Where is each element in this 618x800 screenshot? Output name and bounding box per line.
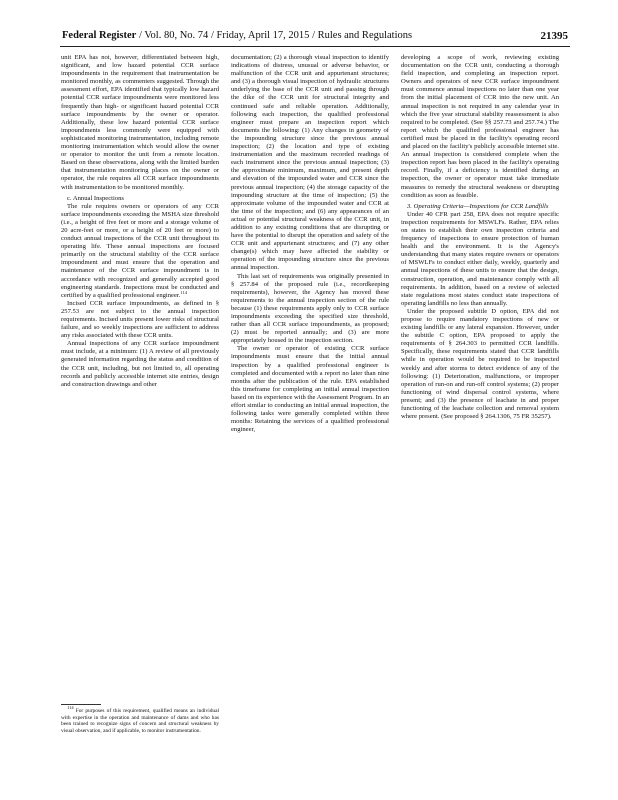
section-heading xyxy=(401,203,559,211)
footnote-text xyxy=(61,705,219,734)
paragraph: Incised CCR surface impoundments, as defined in § 257.53 are not subject to the annual inspection requirements. Incised units present lower risks of structural failure, and so weekly inspections are sufficient to address any risks associated with these CCR units. xyxy=(61,299,219,340)
paragraph: Under 40 CFR part 258, EPA does not require specific inspection requirements for MSWLFs. Rather, EPA relies on states to establish their own inspection criteria and frequency of inspections to ensure protection of human health and the environment. It is the Agency's understanding that many states require owners or operators of MSWLFs to conduct either daily, weekly, quarterly and annual inspections of these units to ensure that the design, construction, operation, and maintenance comply with all requirements. In addition, based on a review of selected state regulations most states conduct state inspections of operating landfills no less than annually. xyxy=(401,210,559,307)
paragraph: documentation; (2) a thorough visual inspection to identify indications of distress, unusual or adverse behavior, or malfunction of the CCR unit and appurtenant structures; and (3) a thorough visual inspection of hydraulic structures underlying the base of the CCR unit and passing through the dike of the CCR unit for structural integrity and continued safe and reliable operation. Additionally, following each inspection, the qualified professional engineer must prepare an inspection report which documents the following: (1) Any changes in geometry of the impounding structure since the previous annual inspection; (2) the location and type of existing instrumentation and the maximum recorded readings of each instrument since the previous annual inspection; (3) the approximate minimum, maximum, and present depth and elevation of the impounded water and CCR since the previous annual inspection; (4) the storage capacity of the impounding structure at the time of inspection; (5) the approximate volume of the impounded water and CCR at the time of the inspection; and (6) any appearances of an actual or potential structural weakness of the CCR unit, in addition to any existing conditions that are disrupting or have the potential to disrupt the operation and safety of the CCR unit and appurtenant structures; and (7) any other change(s) which may have affected the stability or operation of the impounding structure since the previous annual inspection. xyxy=(231,54,389,272)
paragraph: Annual inspections of any CCR surface impoundment must include, at a minimum: (1) A review of all previously generated information regarding the status and condition of the CCR unit, including, but not limited to, all operating records and publicly accessible internet site entries, design and construction drawings and other xyxy=(61,340,219,388)
paragraph: This last set of requirements was originally presented in § 257.84 of the proposed rule (i.e., recordkeeping requirements), however, the Agency has moved these requirements to the annual inspection section of the rule because (1) these requirements apply only to CCR surface impoundments exceeding the specified size threshold, rather than all CCR surface impoundments, as proposed; (2) must be reported annually; and (3) are more appropriately housed in the inspection section. xyxy=(231,272,389,345)
section-name: Rules and Regulations xyxy=(317,30,413,41)
page-number: 21395 xyxy=(540,30,568,42)
column-3 xyxy=(401,54,559,762)
footnote-reference: 114 xyxy=(180,289,187,295)
section-heading-text: 3. Operating Criteria—Inspections for CCR Landfills xyxy=(407,202,549,210)
paragraph: unit EPA has not, however, differentiated between high, significant, and low hazard potential CCR surface impoundments in the requirement that instrumentation be monitored monthly, as commenters suggested. Through the assessment effort, EPA identified that typically low hazard potential CCR surface impoundments were monitored less frequently than high- or significant hazard potential CCR surface impoundments by the owner or operator. Additionally, these low hazard potential CCR surface impoundments less commonly were equipped with sophisticated monitoring instrumentation, including remote monitoring instrumentation which would allow the owner or operator to monitor the unit from a remote location. Based on these observations, along with the limited burden that instrumentation monitoring places on the owner or operator, the rule requires all CCR surface impoundments with instrumentation to be monitored monthly. xyxy=(61,54,219,191)
section-heading: c. Annual Inspections xyxy=(67,194,124,202)
paragraph: The owner or operator of existing CCR surface impoundments must ensure that the initial annual inspection by a qualified professional engineer is completed and documented with a report no later than nine months after the publication of the rule. EPA established this timeframe for completing an initial annual inspection based on its experience with the Assessment Program. In an effort similar to conducting an initial annual inspection, the following tasks were generally completed within three months: Retaining the services of a qualified professional engineer, xyxy=(231,345,389,434)
footnote-marker: 114 xyxy=(67,705,74,711)
paragraph-text: The rule requires owners or operators of any CCR surface impoundments exceeding the MSHA size threshold (i.e., a height of five feet or more and a storage volume of 20 acre-feet or more, or a height of 20 feet or more) to conduct annual inspections of the CCR unit throughout its operating life. These annual inspections are focused primarily on the structural stability of the CCR surface impoundment and must ensure that the operation and maintenance of the CCR surface impoundment is in accordance with recognized and generally accepted good engineering standards. Inspections must be conducted and certified by a qualified professional engineer. xyxy=(61,202,219,299)
header-rule xyxy=(60,46,570,47)
page-header: Federal Register / Vol. 80, No. 74 / Friday, April 17, 2015 / Rules and Regulations 21395 xyxy=(62,30,568,42)
publication-name: Federal Register xyxy=(62,30,137,41)
column-2 xyxy=(231,54,389,762)
paragraph: Under the proposed subtitle D option, EPA did not propose to require mandatory inspections of new or existing landfills or any lateral expansion. However, under the subtitle C option, EPA proposed to apply the requirements of § 264.303 to permitted CCR landfills. Specifically, these requirements stated that CCR landfills while in operation would be required to be inspected weekly and after storms to detect evidence of any of the following: (1) Deterioration, malfunctions, or improper operation of run-on and run-off control systems; (2) proper functioning of wind dispersal control systems, where present; and (3) the presence of leachate in and proper functioning of the leachate collection and removal system where present. (See proposed § 264.1306, 75 FR 35257). xyxy=(401,307,559,421)
paragraph: developing a scope of work, reviewing existing documentation on the CCR unit, conducting a thorough field inspection, and completing an inspection report. Owners and operators of new CCR surface impoundment must commence annual inspections no later than one year from the initial placement of CCR into the new unit. An annual inspection is not required in any calendar year in which the five year structural stability reassessment is also required to be completed. (See §§ 257.73 and 257.74.) The report which the qualified professional engineer has certified must be placed in the facility's operating record and placed on the facility's publicly accessible internet site. An annual inspection is considered complete when the inspection report has been placed in the facility's operating record. Finally, if a deficiency is identified during an inspection, the owner or operator must take immediate measures to remedy the structural weakness or disrupting condition as soon as feasible. xyxy=(401,54,559,199)
column-1 xyxy=(61,54,219,762)
volume-info: Vol. 80, No. 74 xyxy=(144,30,209,41)
footnote-body: For purposes of this requirement, qualified means an individual with expertise in the operation and maintenance of dams and who has been trained to recognize signs of concern and structural weakness by visual observation, and if applicable, to monitor instrumentation. xyxy=(61,708,219,734)
footnote xyxy=(61,705,219,734)
paragraph xyxy=(61,203,219,300)
issue-date: Friday, April 17, 2015 xyxy=(216,30,310,41)
